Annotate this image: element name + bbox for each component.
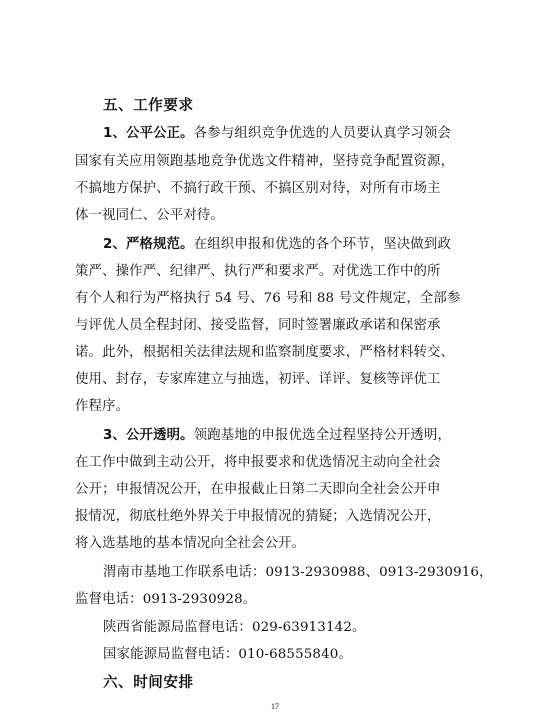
strictness-paragraph-line — [0, 235, 550, 255]
strictness-text: 作程序。 — [75, 399, 130, 414]
transparency-text: 报情况，彻底杜绝外界关于申报情况的猜疑；入选情况公开， — [75, 509, 441, 524]
section-six-heading: 六、时间安排 — [103, 675, 194, 691]
transparency-text: 在工作中做到主动公开，将申报要求和优选情况主动向全社会 — [75, 455, 441, 470]
strictness-title: 2、严格规范。 — [103, 237, 194, 252]
strictness-text: 使用、封存，专家库建立与抽选，初评、详评、复核等评优工 — [75, 372, 441, 387]
strictness-text: 在组织申报和优选的各个环节，坚决做到政 — [193, 237, 451, 252]
transparency-paragraph-line — [0, 426, 550, 446]
transparency-text: 将入选基地的基本情况向全社会公开。 — [75, 536, 306, 551]
shaanxi-supervision-line: 陕西省能源局监督电话：029-63913142。 — [103, 620, 366, 635]
strictness-text: 诺。此外，根据相关法律法规和监察制度要求，严格材料转交、 — [75, 345, 455, 360]
transparency-title: 3、公开透明。 — [103, 428, 194, 443]
fairness-text: 体一视同仁、公平对待。 — [75, 208, 224, 223]
fairness-text: 国家有关应用领跑基地竞争优选文件精神，坚持竞争配置资源， — [75, 154, 455, 169]
fairness-text: 各参与组织竞争优选的人员要认真学习领会 — [193, 126, 451, 141]
transparency-text: 领跑基地的申报优选全过程坚持公开透明， — [193, 428, 451, 443]
weinan-contact-line: 渭南市基地工作联系电话：0913-2930988、0913-2930916， — [103, 565, 493, 580]
fairness-text: 不搞地方保护、不搞行政干预、不搞区别对待，对所有市场主 — [75, 181, 441, 196]
strictness-text: 与评优人员全程封闭、接受监督，同时签署廉政承诺和保密承 — [75, 318, 441, 333]
transparency-text: 公开；申报情况公开，在申报截止日第二天即向全社会公开申 — [75, 482, 441, 497]
strictness-text: 有个人和行为严格执行 54 号、76 号和 88 号文件规定，全部参 — [75, 291, 461, 306]
weinan-supervision-line: 监督电话：0913-2930928。 — [75, 592, 257, 607]
fairness-paragraph-line — [0, 124, 550, 144]
fairness-title: 1、公平公正。 — [103, 126, 194, 141]
strictness-text: 策严、操作严、纪律严、执行严和要求严。对优选工作中的所 — [75, 264, 441, 279]
page-number: 17 — [271, 702, 279, 711]
section-five-heading: 五、工作要求 — [103, 98, 194, 114]
national-supervision-line: 国家能源局监督电话：010-68555840。 — [103, 647, 352, 662]
